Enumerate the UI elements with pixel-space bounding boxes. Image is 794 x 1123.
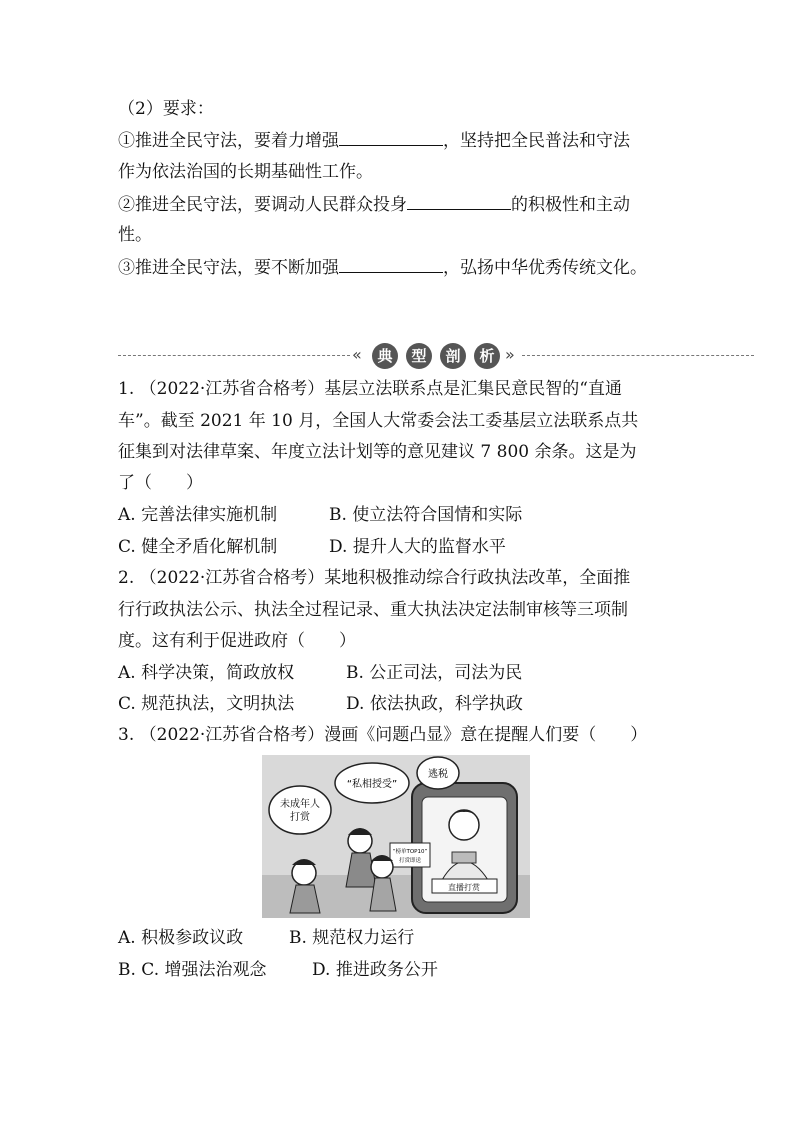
divider-dash-right [522, 355, 754, 356]
question-1-stem-line: 1. （2022·江苏省合格考）基层立法联系点是汇集民意民智的“直通 [118, 379, 622, 399]
question-2-stem-line: 行行政执法公示、执法全过程记录、重大执法决定法制审核等三项制 [118, 600, 628, 620]
question-1-option-d[interactable]: D. 提升人大的监督水平 [329, 537, 506, 557]
question-1-option-b[interactable]: B. 使立法符合国情和实际 [329, 505, 523, 525]
requirement-3-text-a: ③推进全民守法，要不断加强 [118, 258, 339, 278]
requirement-2-text-a: ②推进全民守法，要调动人民群众投身 [118, 195, 407, 215]
bubble-middle-text: “私相授受” [346, 779, 398, 790]
bubble-left-text-1: 未成年人 [280, 799, 320, 810]
question-3-option-d[interactable]: D. 推进政务公开 [312, 960, 438, 980]
question-2-option-d[interactable]: D. 依法执政，科学执政 [346, 694, 523, 714]
speech-bubble-left [269, 786, 331, 834]
question-2-stem-line: 度。这有利于促进政府（ ） [118, 631, 356, 651]
cartoon-image [262, 755, 530, 918]
requirement-3-text-b: ，弘扬中华优秀传统文化。 [443, 258, 647, 278]
section-title-char: 典 [372, 343, 398, 369]
question-2-option-b[interactable]: B. 公正司法，司法为民 [346, 663, 523, 683]
bubble-left-text-2: 打赏 [290, 812, 310, 823]
requirement-2-line-2: 性。 [118, 225, 152, 245]
streamer-head [449, 810, 479, 840]
requirement-1-line-2: 作为依法治国的长期基础性工作。 [118, 162, 373, 182]
question-3-option-b[interactable]: B. 规范权力运行 [289, 928, 415, 948]
answer-blank-3[interactable] [339, 256, 443, 273]
question-3-stem-line: 3. （2022·江苏省合格考）漫画《问题凸显》意在提醒人们要（ ） [118, 725, 648, 745]
bubble-right-text: 逃税 [428, 769, 448, 780]
answer-blank-2[interactable] [407, 193, 511, 210]
requirement-2-line-1 [118, 193, 630, 216]
question-2-stem-line: 2. （2022·江苏省合格考）某地积极推动综合行政执法改革，全面推 [118, 568, 631, 588]
requirement-3-line [118, 256, 647, 279]
requirement-2-text-b: 的积极性和主动 [511, 195, 630, 215]
question-3-option-a[interactable]: A. 积极参政议政 [118, 928, 244, 948]
requirement-1-line-1 [118, 129, 630, 152]
section-title [372, 343, 500, 369]
section-title-char: 剖 [440, 343, 466, 369]
requirements-heading: （2）要求： [118, 99, 214, 119]
chevron-right-icon: » [505, 345, 515, 364]
question-2-option-c[interactable]: C. 规范执法，文明执法 [118, 694, 295, 714]
requirement-1-text-b: ，坚持把全民普法和守法 [443, 131, 630, 151]
section-title-char: 型 [406, 343, 432, 369]
question-1-stem-line: 征集到对法律草案、年度立法计划等的意见建议 7 800 余条。这是为 [118, 442, 637, 462]
gift-box [452, 852, 476, 863]
divider-dash-left [118, 355, 350, 356]
sign-text-1: “榜单TOP10” [392, 849, 428, 855]
question-2-option-a[interactable]: A. 科学决策，简政放权 [118, 663, 295, 683]
answer-blank-1[interactable] [339, 129, 443, 146]
question-3-option-c[interactable]: B. C. 增强法治观念 [118, 960, 267, 980]
requirement-1-text-a: ①推进全民守法，要着力增强 [118, 131, 339, 151]
question-1-stem-line: 车”。截至 2021 年 10 月，全国人大常委会法工委基层立法联系点共 [118, 411, 639, 431]
screen-label: 直播打赏 [448, 883, 480, 892]
question-1-option-a[interactable]: A. 完善法律实施机制 [118, 505, 278, 525]
section-title-char: 析 [474, 343, 500, 369]
chevron-left-icon: « [352, 345, 362, 364]
question-1-stem-line: 了（ ） [118, 473, 203, 493]
question-1-option-c[interactable]: C. 健全矛盾化解机制 [118, 537, 278, 557]
section-divider [118, 343, 754, 369]
sign-text-2: 打赏即送 [398, 858, 422, 864]
